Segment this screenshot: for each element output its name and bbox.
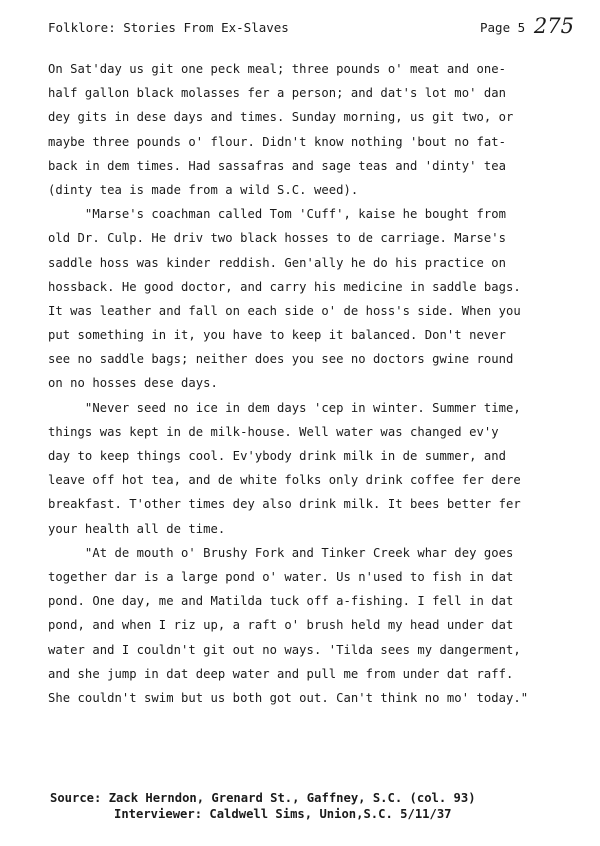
body-text-line: day to keep things cool. Ev'ybody drink milk in de summer, and	[48, 449, 507, 463]
source-block	[50, 790, 570, 822]
body-text-line: On Sat'day us git one peck meal; three pounds o' meat and one-	[48, 62, 507, 76]
body-text-line: saddle hoss was kinder reddish. Gen'ally he do his practice on	[48, 255, 507, 270]
body-text-line: and she jump in dat deep water and pull me from under dat raff.	[48, 666, 514, 681]
body-text-line: things was kept in de milk-house. Well water was changed ev'y	[48, 424, 499, 439]
body-text-line: maybe three pounds o' flour. Didn't know nothing 'bout no fat-	[48, 134, 507, 149]
body-text-line: hossback. He good doctor, and carry his medicine in saddle bags.	[48, 279, 521, 294]
body-text-line: (dinty tea is made from a wild S.C. weed).	[48, 182, 359, 197]
body-text-line: breakfast. T'other times dey also drink milk. It bees better fer	[48, 497, 521, 512]
body-text-line: on no hosses dese days.	[48, 376, 218, 391]
body-text-line: together dar is a large pond o' water. Us n'used to fish in dat	[48, 569, 514, 584]
body-text-line: half gallon black molasses fer a person; and dat's lot mo' dan	[48, 86, 507, 101]
body-text-line: dey gits in dese days and times. Sunday morning, us git two, or	[48, 110, 514, 125]
body-text-line: water and I couldn't git out no ways. 'Tilda sees my dangerment,	[48, 642, 521, 657]
body-text-line: put something in it, you have to keep it balanced. Don't never	[48, 328, 507, 343]
page-label: Page 5	[480, 20, 526, 35]
interviewer-line: Interviewer: Caldwell Sims, Union,S.C. 5/11/37	[114, 807, 452, 821]
document-title: Folklore: Stories From Ex-Slaves	[48, 20, 289, 35]
stamped-page-number: 275	[533, 14, 574, 38]
body-text-line: She couldn't swim but us both got out. Can't think no mo' today."	[48, 690, 529, 705]
body-text-line: pond, and when I riz up, a raft o' brush held my head under dat	[48, 618, 514, 633]
body-text-line: "Marse's coachman called Tom 'Cuff', kaise he bought from	[48, 207, 507, 222]
body-text-line: see no saddle bags; neither does you see no doctors gwine round	[48, 352, 514, 367]
body-text-line: your health all de time.	[48, 521, 226, 536]
body-text-line: back in dem times. Had sassafras and sage teas and 'dinty' tea	[48, 158, 507, 173]
body-text-line: old Dr. Culp. He driv two black hosses to de carriage. Marse's	[48, 231, 507, 246]
body-text-line: It was leather and fall on each side o' de hoss's side. When you	[48, 303, 521, 318]
body-text-line: "Never seed no ice in dem days 'cep in winter. Summer time,	[48, 400, 521, 415]
body-text-line: "At de mouth o' Brushy Fork and Tinker Creek whar dey goes	[48, 545, 514, 560]
document-body	[48, 57, 568, 710]
page-header	[48, 14, 578, 40]
source-line: Source: Zack Herndon, Grenard St., Gaffney, S.C. (col. 93)	[50, 791, 476, 805]
body-text-line: leave off hot tea, and de white folks only drink coffee fer dere	[48, 473, 521, 488]
body-text-line: pond. One day, me and Matilda tuck off a-fishing. I fell in dat	[48, 594, 514, 609]
